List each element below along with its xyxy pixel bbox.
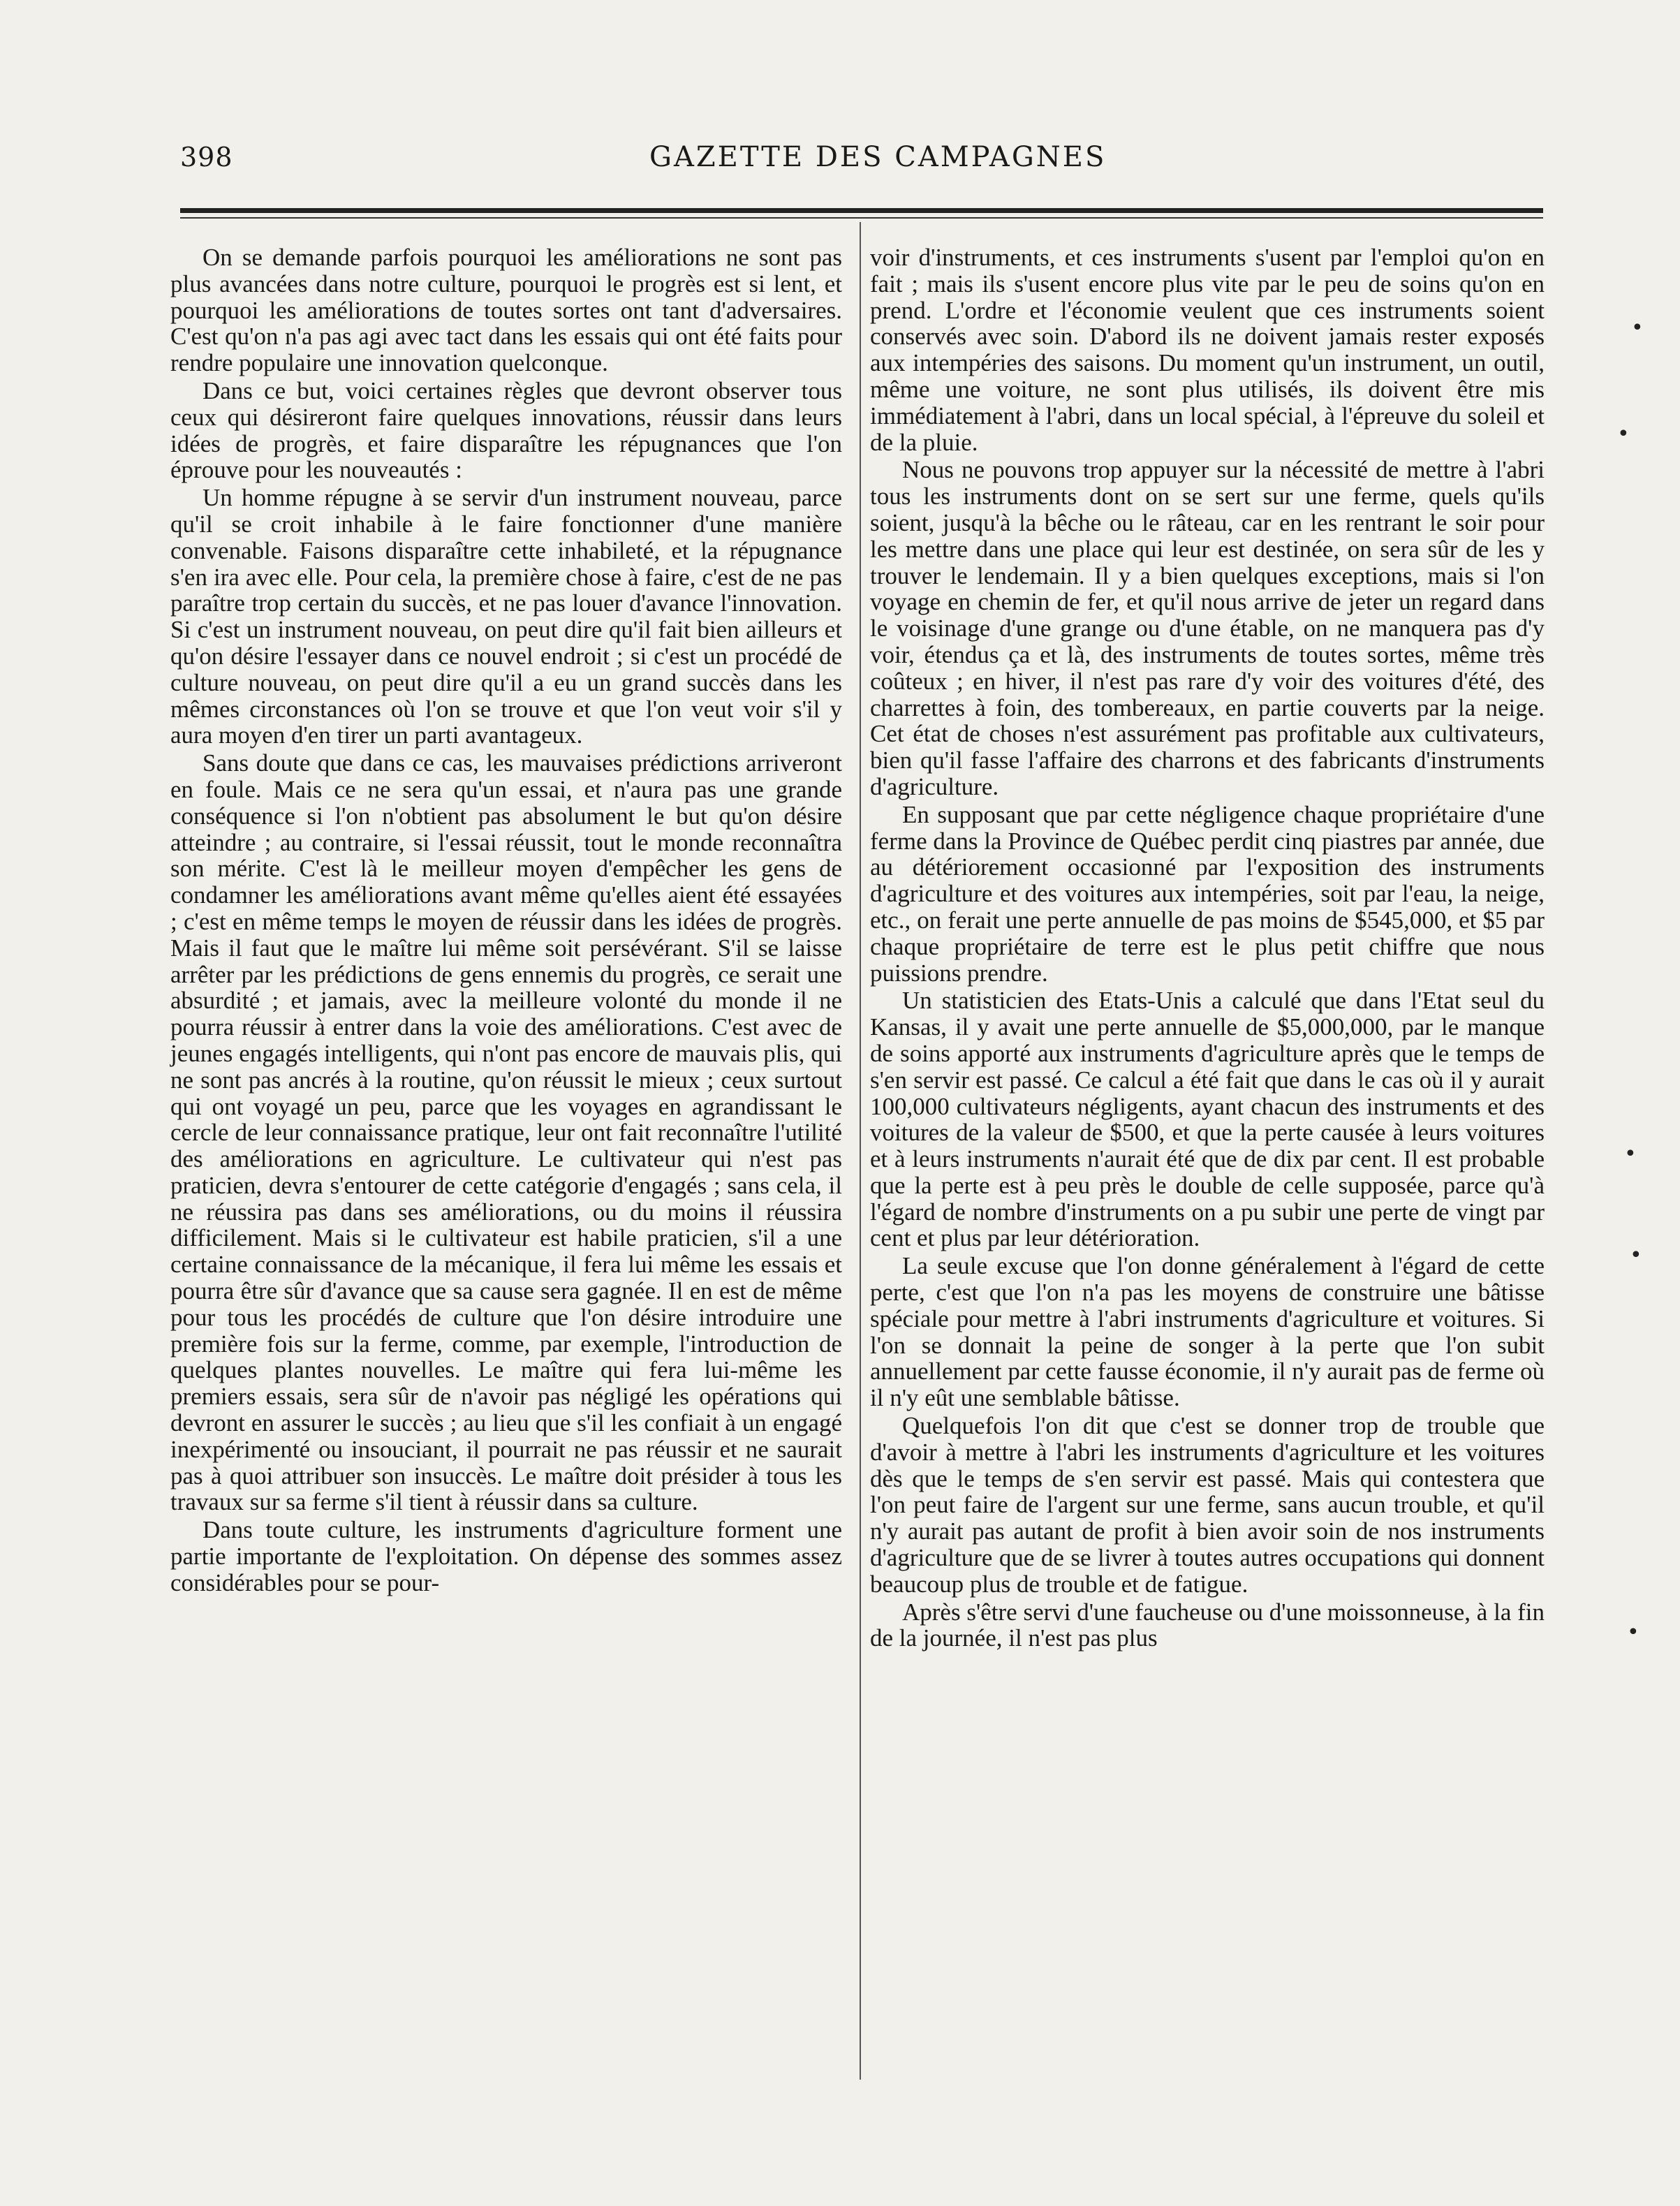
paragraph: Nous ne pouvons trop appuyer sur la nécessité de mettre à l'abri tous les instruments dont on se sert sur une ferme, quels qu'ils soient, jusqu'à la bêche ou le râteau, car en les rentrant le soir pour les mettre dans une place qui leur est destinée, on sera sûr de les y trouver le lendemain. Il y a bien quelques exceptions, mais si l'on voyage en chemin de fer, et qu'il nous arrive de jeter un regard dans le voisinage d'une grange ou d'une étable, on ne manquera pas d'y voir, étendus ça et là, des instruments de toutes sortes, même très coûteux ; en hiver, il n'est pas rare d'y voir des voitures d'été, des charrettes à foin, des tombereaux, en partie couverts par la neige. Cet état de choses n'est assurément pas profitable aux cultivateurs, bien qu'il fasse l'affaire des charrons et des fabricants d'instruments d'agriculture. [870,456,1545,800]
paragraph: Dans toute culture, les instruments d'agriculture forment une partie importante de l'exploitation. On dépense des sommes assez considérables pour se pour- [170,1516,842,1596]
page-number: 398 [180,142,233,172]
header-rule [180,208,1543,213]
paragraph: On se demande parfois pourquoi les améliorations ne sont pas plus avancées dans notre culture, pourquoi le progrès est si lent, et pourquoi les améliorations de toutes sortes ont tant d'adversaires. C'est qu'on n'a pas agi avec tact dans les essais qui ont été faits pour rendre populaire une innovation quelconque. [170,244,842,377]
margin-speck: • [1630,1243,1642,1267]
paragraph: Quelquefois l'on dit que c'est se donner trop de trouble que d'avoir à mettre à l'abri les instruments d'agriculture et les voitures dès que le temps de s'en servir est passé. Mais qui contestera que l'on peut faire de l'argent sur une ferme, sans aucun trouble, et qu'il n'y aurait pas autant de profit à bien avoir soin de nos instruments d'agriculture que de se livrer à toutes autres occupations qui donnent beaucoup plus de trouble et de fatigue. [870,1412,1545,1598]
paragraph: En supposant que par cette négligence chaque propriétaire d'une ferme dans la Province de Québec perdit cinq piastres par année, due au détériorement occasionné par l'exposition des instruments d'agriculture et des voitures aux intempéries, soit par l'eau, la neige, etc., on ferait une perte annuelle de pas moins de $545,000, et $5 par chaque propriétaire de terre est le plus petit chiffre que nous puissions prendre. [870,800,1545,987]
margin-speck: • [1627,1620,1640,1645]
margin-speck: • [1624,1142,1637,1166]
running-head-title: GAZETTE DES CAMPAGNES [649,141,1107,173]
paragraph: La seule excuse que l'on donne généralement à l'égard de cette perte, c'est que l'on n'a pas les moyens de construire une bâtisse spéciale pour mettre à l'abri instruments d'agriculture et voitures. Si l'on se donnait la peine de songer à la perte que l'on subit annuellement par cette fausse économie, il n'y aurait pas de ferme où il n'y eût une semblable bâtisse. [870,1252,1545,1412]
paragraph: Après s'être servi d'une faucheuse ou d'une moissonneuse, à la fin de la journée, il n'est pas plus [870,1598,1545,1652]
paragraph: Un homme répugne à se servir d'un instrument nouveau, parce qu'il se croit inhabile à le faire fonctionner d'une manière convenable. Faisons disparaître cette inhabileté, et la répugnance s'en ira avec elle. Pour cela, la première chose à faire, c'est de ne pas paraître trop certain du succès, et ne pas louer d'avance l'innovation. Si c'est un instrument nouveau, on peut dire qu'il fait bien ailleurs et qu'on désire l'essayer dans ce nouvel endroit ; si c'est un procédé de culture nouveau, on peut dire qu'il a eu un grand succès dans les mêmes circonstances où l'on se trouve et que l'on veut voir s'il y aura moyen d'en tirer un parti avantageux. [170,484,842,749]
margin-speck: • [1631,316,1644,340]
paragraph: Sans doute que dans ce cas, les mauvaises prédictions arriveront en foule. Mais ce ne sera qu'un essai, et n'aura pas une grande conséquence si l'on n'obtient pas absolument le but qu'on désire atteindre ; au contraire, si l'essai réussit, tout le monde reconnaîtra son mérite. C'est là le meilleur moyen d'empêcher les gens de condamner les améliorations avant même qu'elles aient été essayées ; c'est en même temps le moyen de réussir dans les idées de progrès. Mais il faut que le maître lui même soit persévérant. S'il se laisse arrêter par les prédictions de gens ennemis du progrès, ce serait une absurdité ; et jamais, avec la meilleure volonté du monde il ne pourra réussir à entrer dans la voie des améliorations. C'est avec de jeunes engagés intelligents, qui n'ont pas encore de mauvais plis, qui ne sont pas ancrés à la routine, qu'on réussit le mieux ; ceux surtout qui ont voyagé un peu, parce que les voyages en agrandissant le cercle de leur connaissance pratique, leur ont fait reconnaître l'utilité des améliorations en agriculture. Le cultivateur qui n'est pas praticien, devra s'entourer de cette catégorie d'engagés ; sans cela, il ne réussira pas dans ses améliorations, ou du moins il réussira difficilement. Mais si le cultivateur est habile praticien, s'il a une certaine connaissance de la mécanique, il fera lui même les essais et pourra être sûr d'avance que sa cause sera gagnée. Il en est de même pour tous les procédés de culture que l'on désire introduire une première fois sur la ferme, comme, par exemple, l'introduction de quelques plantes nouvelles. Le maître qui fera lui-même les premiers essais, sera sûr de n'avoir pas négligé les opérations qui devront en assurer le succès ; au lieu que s'il les confiait à un engagé inexpérimenté ou insouciant, il pourrait ne pas réussir et ne saurait pas à quoi attribuer son insuccès. Le maître doit présider à tous les travaux sur sa ferme s'il tient à réussir dans sa culture. [170,749,842,1516]
left-column [170,244,842,1596]
margin-speck: • [1617,422,1630,446]
paragraph: Dans ce but, voici certaines règles que devront observer tous ceux qui désireront faire quelques innovations, réussir dans leurs idées de progrès, et faire disparaître les répugnances que l'on éprouve pour les nouveautés : [170,376,842,484]
paragraph: Un statisticien des Etats-Unis a calculé que dans l'Etat seul du Kansas, il y avait une perte annuelle de $5,000,000, par le manque de soins apporté aux instruments d'agriculture après que le temps de s'en servir est passé. Ce calcul a été fait que dans le cas où il y aurait 100,000 cultivateurs négligents, ayant chacun des instruments et des voitures de la valeur de $500, et que la perte causée à leurs voitures et à leurs instruments n'aurait été que de dix par cent. Il est probable que la perte est à peu près le double de celle supposée, parce qu'à l'égard de nombre d'instruments on a pu subir une perte de vingt par cent et plus par leur détérioration. [870,987,1545,1252]
right-column [870,244,1545,1652]
column-divider [860,222,861,2080]
header-rule-thin [180,217,1543,219]
paragraph: voir d'instruments, et ces instruments s'usent par l'emploi qu'on en fait ; mais ils s'usent encore plus vite par le peu de soins qu'on en prend. L'ordre et l'économie veulent que ces instruments soient conservés avec soin. D'abord ils ne doivent jamais rester exposés aux intempéries des saisons. Du moment qu'un instrument, un outil, même une voiture, ne sont plus utilisés, ils doivent être mis immédiatement à l'abri, dans un local spécial, à l'épreuve du soleil et de la pluie. [870,244,1545,456]
